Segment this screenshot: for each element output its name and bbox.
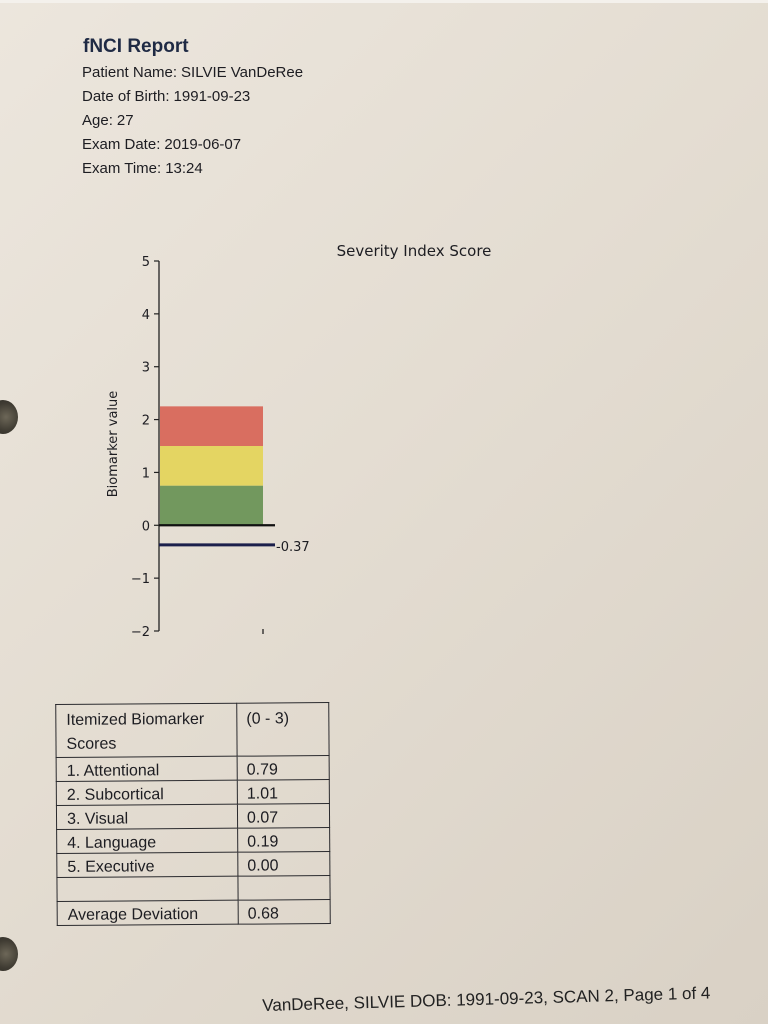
field-value: 1991-09-23: [173, 88, 251, 105]
table-row: [56, 780, 329, 806]
row-value: 0.19: [238, 828, 330, 853]
report-title: fNCI Report: [83, 36, 189, 57]
severity-band-1: [160, 446, 263, 486]
severity-band-0: [160, 486, 263, 526]
average-deviation-row: [57, 900, 330, 926]
row-name: Average Deviation: [57, 900, 238, 925]
row-value: 1.01: [237, 780, 329, 805]
y-tick-label: 1: [141, 466, 150, 482]
table-row: [56, 756, 329, 782]
field-label: Age:: [82, 112, 113, 129]
chart-title: Severity Index Score: [336, 242, 492, 260]
table-row: [56, 804, 329, 830]
y-tick-label: 2: [141, 413, 150, 429]
row-name: [57, 876, 238, 901]
row-value: 0.68: [238, 900, 330, 925]
row-name: 1. Attentional: [56, 756, 237, 781]
row-name: 5. Executive: [57, 852, 238, 877]
y-tick-label: 3: [141, 360, 150, 376]
table-row-empty: [57, 876, 330, 902]
table-row: [57, 828, 330, 854]
field-value: 2019-06-07: [164, 136, 242, 153]
y-tick-label: 5: [141, 255, 150, 270]
row-name: 2. Subcortical: [56, 780, 237, 805]
value-line-label: -0.37: [276, 539, 310, 555]
field-label: Exam Date:: [82, 136, 161, 153]
severity-band-2: [160, 406, 263, 446]
row-name: 4. Language: [57, 828, 238, 853]
row-value: 0.00: [238, 852, 330, 877]
table-row: [57, 852, 330, 878]
field-value: 27: [116, 112, 134, 129]
y-tick-label: 4: [141, 307, 150, 323]
row-value: 0.07: [237, 804, 329, 829]
row-name: 3. Visual: [56, 804, 237, 829]
y-tick-label: 0: [141, 519, 150, 535]
row-value: 0.79: [237, 756, 329, 781]
header-name-cell: Itemized Biomarker Scores: [56, 703, 237, 757]
field-value: 13:24: [165, 160, 203, 177]
y-tick-label: −1: [130, 572, 150, 588]
page-footer: VanDeRee, SILVIE DOB: 1991-09-23, SCAN 2, Page 1 of 4: [262, 983, 711, 1015]
field-label: Exam Time:: [82, 160, 162, 177]
field-value: SILVIE VanDeRee: [181, 64, 304, 81]
biomarker-score-table: [55, 702, 331, 926]
field-label: Date of Birth:: [82, 88, 170, 105]
y-tick-label: −2: [130, 625, 150, 640]
row-value: [238, 876, 330, 901]
y-axis-label: Biomarker value: [106, 390, 121, 498]
header-range-cell: (0 - 3): [237, 703, 329, 757]
binder-hole: [0, 937, 18, 971]
field-label: Patient Name:: [82, 64, 178, 81]
table-header-row: [56, 703, 329, 758]
